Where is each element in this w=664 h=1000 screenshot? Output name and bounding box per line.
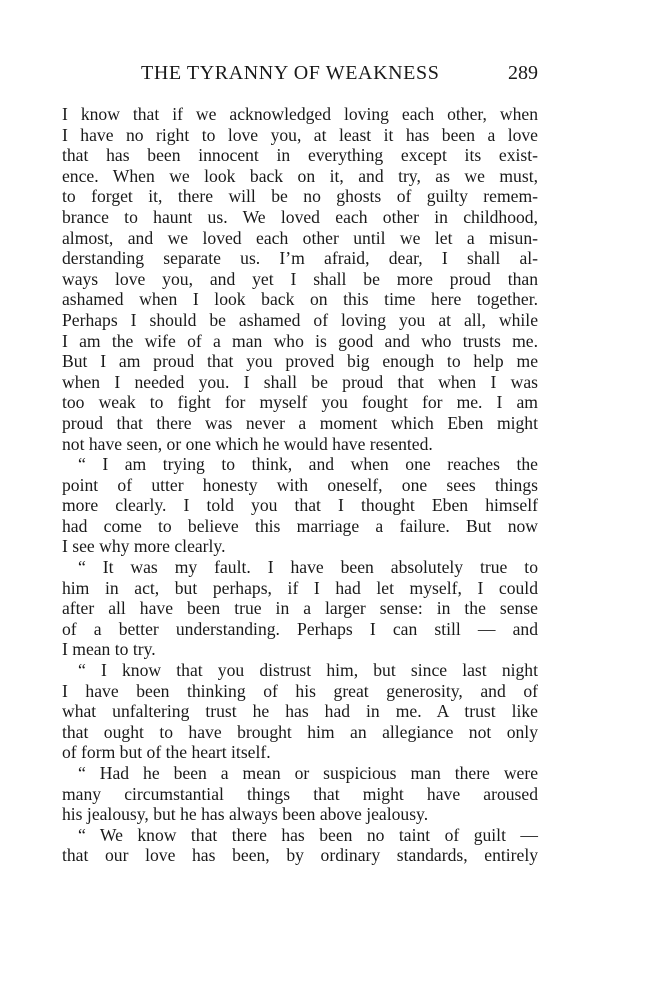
text-line: his jealousy, but he has always been above jealousy. bbox=[62, 804, 429, 825]
text-line: I mean to try. bbox=[62, 639, 156, 660]
text-line: ence. When we look back on it, and try, as we must, bbox=[62, 165, 538, 186]
running-head bbox=[62, 62, 538, 88]
text-line: ashamed when I look back on this time here together. bbox=[62, 289, 538, 310]
text-line: of form but of the heart itself. bbox=[62, 742, 271, 763]
page-number: 289 bbox=[508, 62, 538, 84]
text-line: not have seen, or one which he would have resented. bbox=[62, 433, 433, 454]
body-text bbox=[62, 104, 538, 866]
text-line: too weak to fight for myself you fought for me. I am bbox=[62, 392, 538, 413]
text-line: that our love has been, by ordinary standards, entirely bbox=[62, 845, 538, 866]
text-line: “ I am trying to think, and when one reaches the bbox=[78, 454, 538, 475]
text-line: derstanding separate us. I’m afraid, dear, I shall al- bbox=[62, 248, 538, 269]
text-line: “ Had he been a mean or suspicious man there were bbox=[78, 763, 538, 783]
text-line: I have no right to love you, at least it has been a love bbox=[62, 124, 538, 145]
text-line: that ought to have brought him an allegiance not only bbox=[62, 721, 538, 742]
text-line: had come to believe this marriage a failure. But now bbox=[62, 515, 538, 536]
text-line: many circumstantial things that might have aroused bbox=[62, 783, 538, 804]
text-line: almost, and we loved each other until we let a misun- bbox=[62, 227, 538, 248]
text-line: “ It was my fault. I have been absolutely true to bbox=[78, 557, 538, 578]
text-line: him in act, but perhaps, if I had let myself, I could bbox=[62, 577, 538, 598]
text-line: I know that if we acknowledged loving each other, when bbox=[62, 104, 538, 124]
text-line: proud that there was never a moment which Eben might bbox=[62, 412, 538, 433]
text-line: brance to haunt us. We loved each other in childhood, bbox=[62, 206, 538, 227]
running-title: THE TYRANNY OF WEAKNESS bbox=[141, 62, 440, 84]
text-line: I have been thinking of his great generosity, and of bbox=[62, 680, 538, 701]
text-line: that has been innocent in everything except its exist- bbox=[62, 145, 538, 166]
text-line: more clearly. I told you that I thought Eben himself bbox=[62, 495, 538, 516]
text-line: “ We know that there has been no taint of guilt — bbox=[78, 824, 538, 845]
text-line: after all have been true in a larger sense: in the sense bbox=[62, 598, 538, 619]
text-line: “ I know that you distrust him, but since last night bbox=[78, 660, 538, 681]
text-line: I see why more clearly. bbox=[62, 536, 226, 557]
text-line: what unfaltering trust he has had in me. A trust like bbox=[62, 701, 538, 722]
text-line: when I needed you. I shall be proud that when I was bbox=[62, 371, 538, 392]
text-line: Perhaps I should be ashamed of loving you at all, while bbox=[62, 309, 538, 330]
text-line: point of utter honesty with oneself, one sees things bbox=[62, 474, 538, 495]
text-line: ways love you, and yet I shall be more proud than bbox=[62, 268, 538, 289]
text-line: of a better understanding. Perhaps I can still — and bbox=[62, 618, 538, 639]
text-line: to forget it, there will be no ghosts of guilty remem- bbox=[62, 186, 538, 207]
text-line: But I am proud that you proved big enough to help me bbox=[62, 351, 538, 372]
text-line: I am the wife of a man who is good and who trusts me. bbox=[62, 330, 538, 351]
